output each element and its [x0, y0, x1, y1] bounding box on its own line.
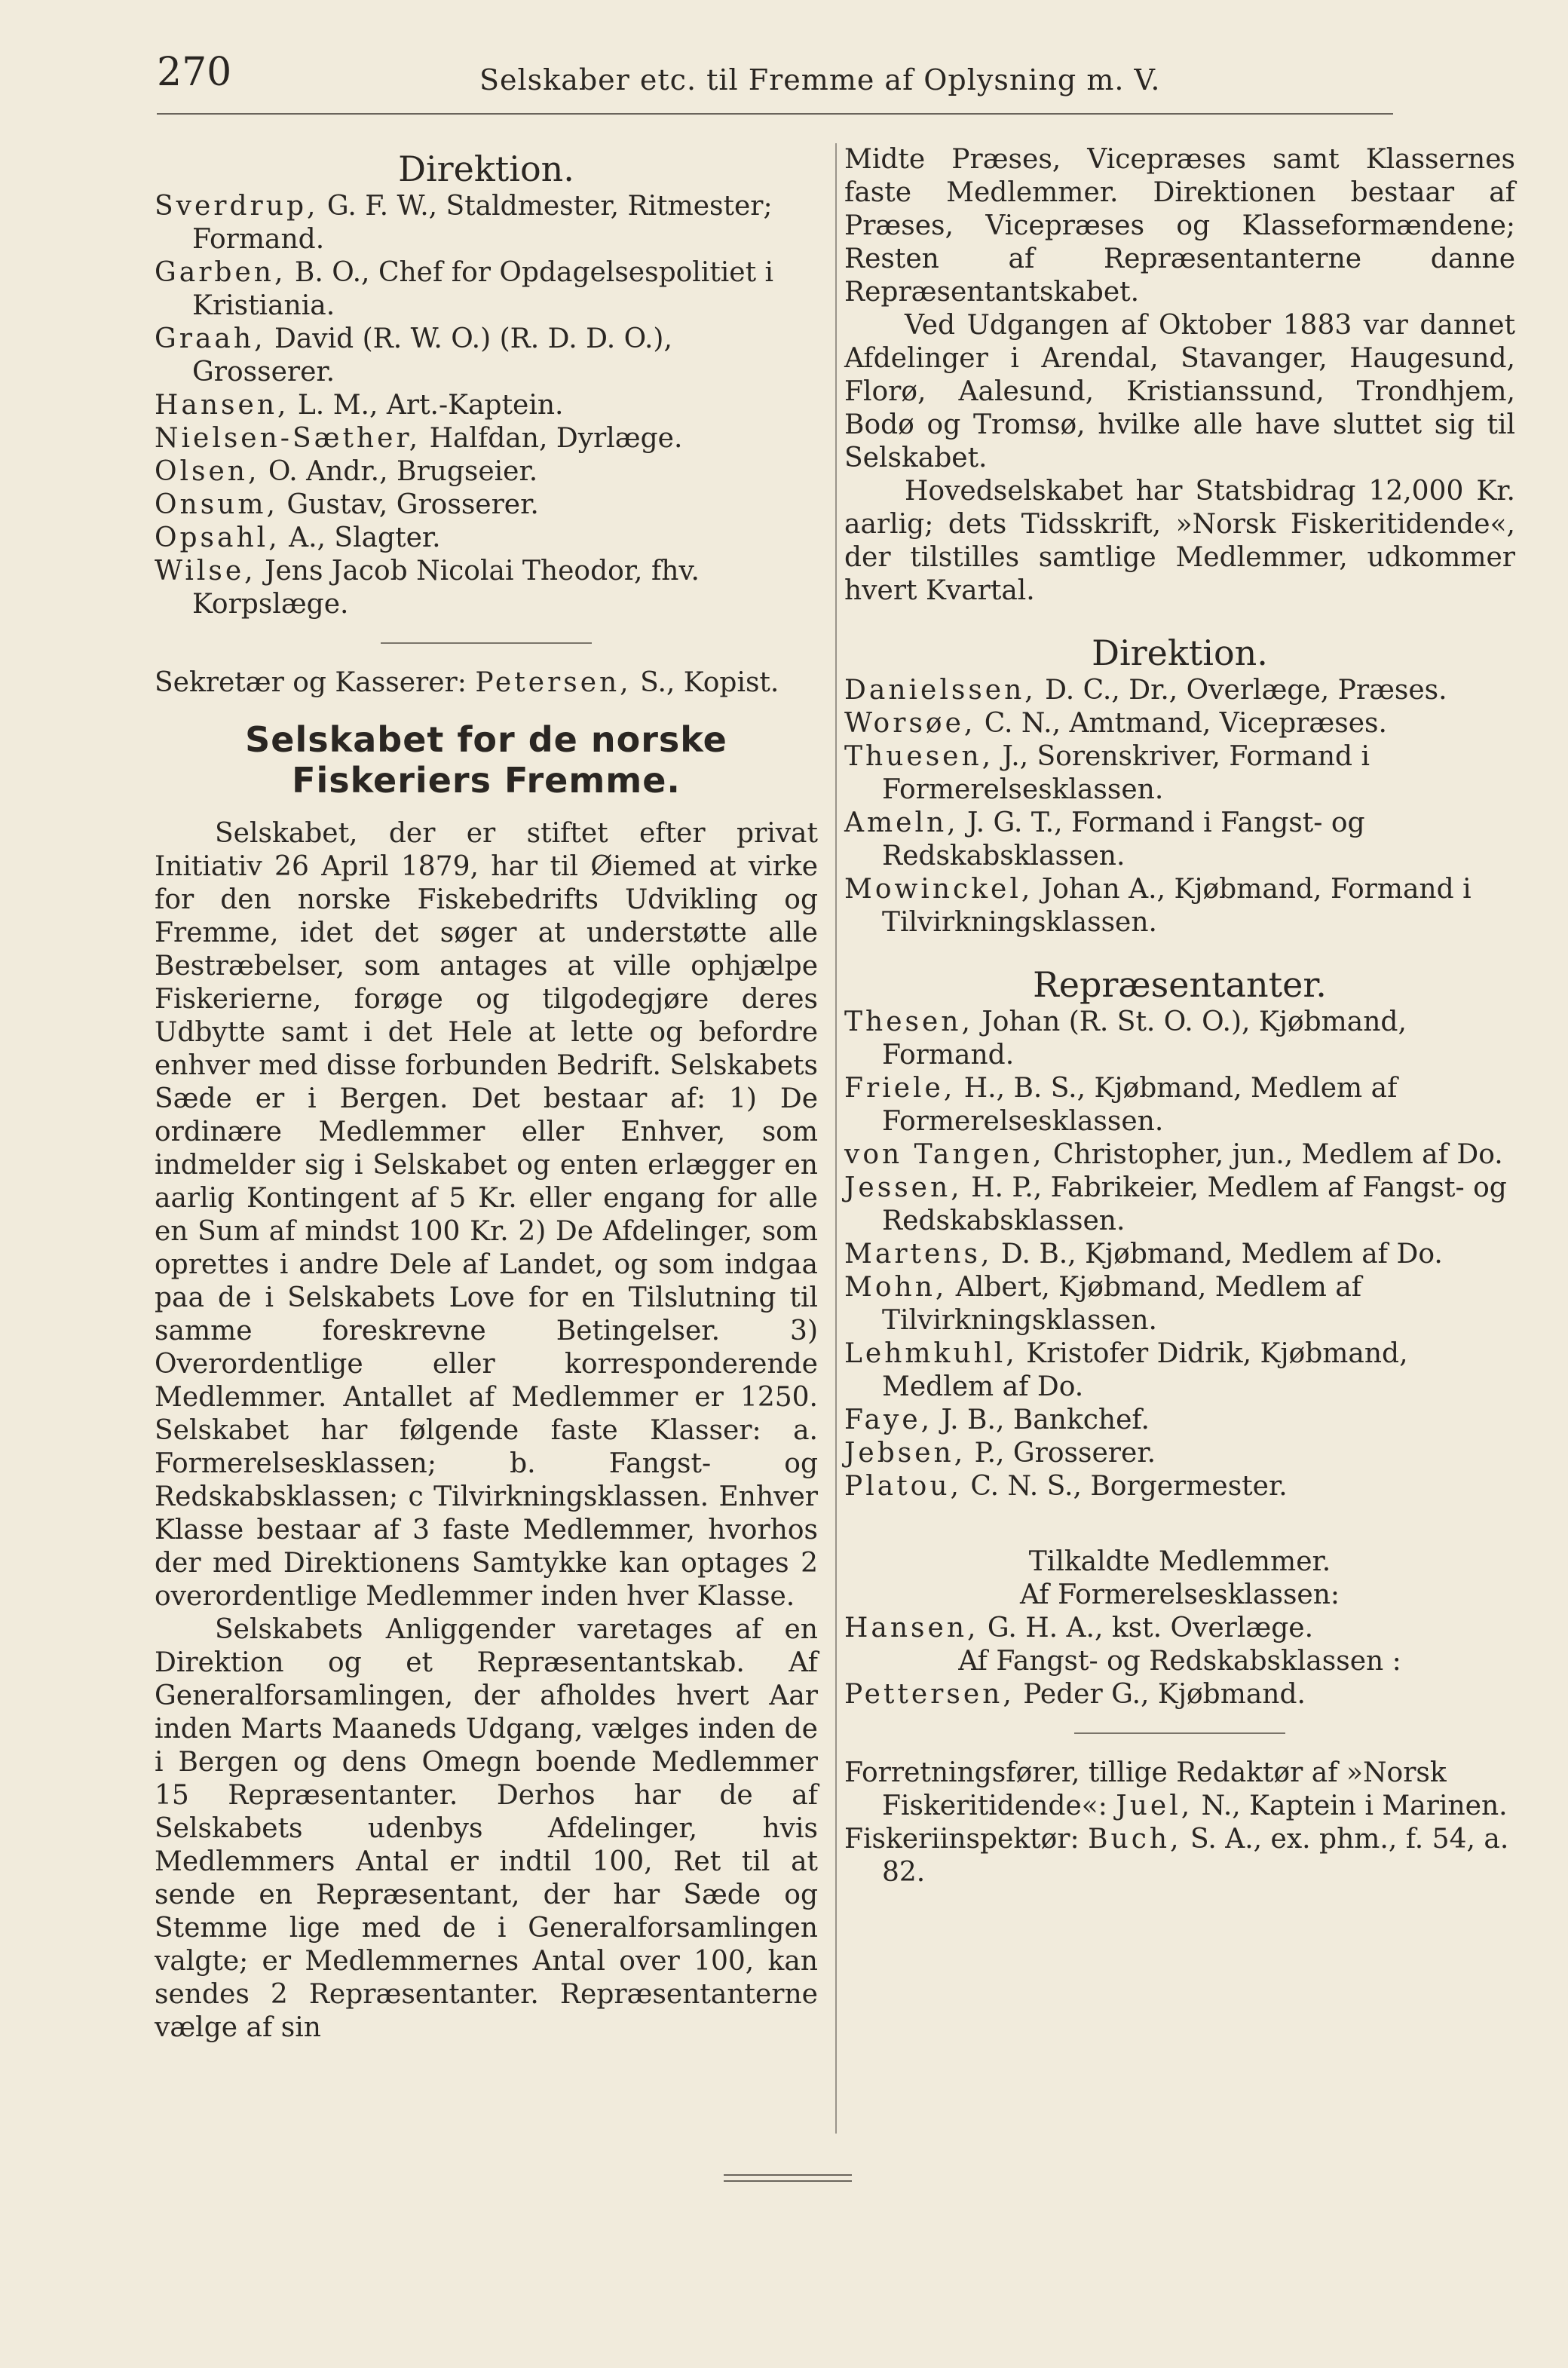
- section-rule: [1074, 1732, 1285, 1734]
- society-paragraph-4: Hovedselskabet har Statsbidrag 12,000 Kr. aarlig; dets Tidsskrift, »Norsk Fiskeritidende«, der tilstilles samtlige Medlemmer, udkommer hvert Kvartal.: [844, 476, 1515, 606]
- repr-entry: Martens, D. B., Kjøbmand, Medlem af Do.: [844, 1239, 1443, 1270]
- repr-entry: Thesen, Johan (R. St. O. O.), Kjøbmand, Formand.: [844, 1006, 1407, 1071]
- fangst-subheading: Af Fangst- og Redskabsklassen :: [958, 1646, 1401, 1677]
- direktion-entry: Garben, B. O., Chef for Opdagelsespolitiet i Kristiania.: [155, 257, 774, 321]
- sekretaer-line: Sekretær og Kasserer: Petersen, S., Kopist.: [155, 667, 779, 698]
- page-number: 270: [157, 50, 232, 95]
- repraesentanter-list: [844, 1006, 1515, 1503]
- direktion-entry: Sverdrup, G. F. W., Staldmester, Ritmester; Formand.: [155, 191, 773, 255]
- direktion-entry: Olsen, O. Andr., Brugseier.: [155, 456, 538, 487]
- running-title: Selskaber etc. til Fremme af Oplysning m. V.: [479, 63, 1161, 96]
- tilkaldte-entry: Hansen, G. H. A., kst. Overlæge.: [844, 1613, 1314, 1644]
- direktion-list-left: [155, 190, 818, 621]
- society-paragraph-3: Ved Udgangen af Oktober 1883 var dannet Afdelinger i Arendal, Stavanger, Haugesund, Florø, Aalesund, Kristianssund, Trondhjem, Bodø og Tromsø, hvilke alle have sluttet sig til Selskabet.: [844, 310, 1515, 473]
- direktion-entry: Onsum, Gustav, Grosserer.: [155, 489, 539, 520]
- direktion-entry: Nielsen-Sæther, Halfdan, Dyrlæge.: [155, 423, 683, 454]
- society-paragraph-2: Selskabets Anliggender varetages af en Direktion og et Repræsentantskab. Af Generalforsamlingen, der afholdes hvert Aar inden Marts Maaneds Udgang, vælges inden de i Bergen og dens Omegn boende Medlemmer 15 Repræsentanter. Derhos har de af Selskabets udenbys Afdelinger, hvis Medlemmers Antal er indtil 100, Ret til at sende en Repræsentant, der har Sæde og Stemme lige med de i Generalforsamlingen valgte; er Medlemmernes Antal over 100, kan sendes 2 Repræsentanter. Repræsentanterne vælge af sin: [155, 1614, 818, 2043]
- direktion-entry: Opsahl, A., Slagter.: [155, 522, 441, 553]
- tilkaldte-entry: Pettersen, Peder G., Kjøbmand.: [844, 1679, 1306, 1710]
- society-heading: Selskabet for de norske Fiskeriers Fremme.: [245, 719, 727, 801]
- column-divider: [835, 143, 837, 2134]
- direktion-title-left: Direktion.: [398, 149, 574, 189]
- society-paragraph-1: Selskabet, der er stiftet efter privat Initiativ 26 April 1879, har til Øiemed at virke for den norske Fiskebedrifts Udvikling og Fremme, idet det søger at understøtte alle Bestræbelser, som antages at ville ophjælpe Fiskerierne, forøge og tilgodegjøre deres Udbytte samt i det Hele at lette og befordre enhver med disse forbunden Bedrift. Selskabets Sæde er i Bergen. Det bestaar af: 1) De ordinære Medlemmer eller Enhver, som indmelder sig i Selskabet og enten erlægger en aarlig Kontingent af 5 Kr. eller engang for alle en Sum af mindst 100 Kr. 2) De Afdelinger, som oprettes i andre Dele af Landet, og som indgaa paa de i Selskabets Love for en Tilslutning til samme foreskrevne Betingelser. 3) Overordentlige eller korresponderende Medlemmer. Antallet af Medlemmer er 1250. Selskabet har følgende faste Klasser: a. Formerelsesklassen; b. Fangst- og Redskabsklassen; c Tilvirkningsklassen. Enhver Klasse bestaar af 3 faste Medlemmer, hvorhos der med Direktionens Samtykke kan optages 2 overordentlige Medlemmer inden hver Klasse.: [155, 818, 818, 1612]
- direktion-list-right: [844, 674, 1515, 939]
- spacer: [844, 1503, 1515, 1545]
- direktion-entry: Danielssen, D. C., Dr., Overlæge, Præses.: [844, 675, 1447, 706]
- fiskeriinspektor-line: Fiskeriinspektør: Buch, S. A., ex. phm., f. 54, a. 82.: [844, 1824, 1509, 1888]
- section-rule: [381, 642, 592, 644]
- repr-entry: von Tangen, Christopher, jun., Medlem af Do.: [844, 1139, 1503, 1170]
- repr-entry: Faye, J. B., Bankchef.: [844, 1405, 1150, 1435]
- forretningsforer-line: Forretningsfører, tillige Redaktør af »Norsk Fiskeritidende«: Juel, N., Kaptein i Marinen.: [844, 1757, 1508, 1821]
- page-end-rule: [724, 2174, 852, 2182]
- repr-entry: Lehmkuhl, Kristofer Didrik, Kjøbmand, Medlem af Do.: [844, 1338, 1408, 1402]
- right-column: [844, 143, 1515, 1889]
- direktion-entry: Ameln, J. G. T., Formand i Fangst- og Redskabsklassen.: [844, 807, 1365, 872]
- direktion-entry: Mowinckel, Johan A., Kjøbmand, Formand i Tilvirkningsklassen.: [844, 874, 1472, 938]
- direktion-entry: Wilse, Jens Jacob Nicolai Theodor, fhv. Korpslæge.: [155, 556, 700, 620]
- tilkaldte-title: Tilkaldte Medlemmer.: [1028, 1546, 1331, 1577]
- spacer: [844, 939, 1515, 959]
- repraesentanter-title: Repræsentanter.: [1033, 964, 1327, 1005]
- direktion-entry: Hansen, L. M., Art.-Kaptein.: [155, 390, 564, 421]
- direktion-entry: Graah, David (R. W. O.) (R. D. D. O.), Grosserer.: [155, 323, 672, 388]
- left-column: [155, 143, 818, 2045]
- formerelses-subheading: Af Formerelsesklassen:: [1019, 1579, 1340, 1610]
- direktion-title-right: Direktion.: [1092, 633, 1268, 673]
- spacer: [844, 608, 1515, 627]
- repr-entry: Jebsen, P., Grosserer.: [844, 1438, 1156, 1469]
- society-paragraph-continued: Midte Præses, Vicepræses samt Klassernes faste Medlemmer. Direktionen bestaar af Præses, Vicepræses og Klasseformændene; Resten af Repræsentanterne danne Repræsentantskabet.: [844, 144, 1515, 308]
- direktion-entry: Thuesen, J., Sorenskriver, Formand i Formerelsesklassen.: [844, 741, 1370, 805]
- repr-entry: Friele, H., B. S., Kjøbmand, Medlem af Formerelsesklassen.: [844, 1073, 1398, 1137]
- repr-entry: Platou, C. N. S., Borgermester.: [844, 1471, 1288, 1502]
- header-rule: [157, 113, 1393, 115]
- repr-entry: Jessen, H. P., Fabrikeier, Medlem af Fangst- og Redskabsklassen.: [844, 1172, 1507, 1236]
- direktion-entry: Worsøe, C. N., Amtmand, Vicepræses.: [844, 708, 1387, 739]
- repr-entry: Mohn, Albert, Kjøbmand, Medlem af Tilvirkningsklassen.: [844, 1272, 1362, 1336]
